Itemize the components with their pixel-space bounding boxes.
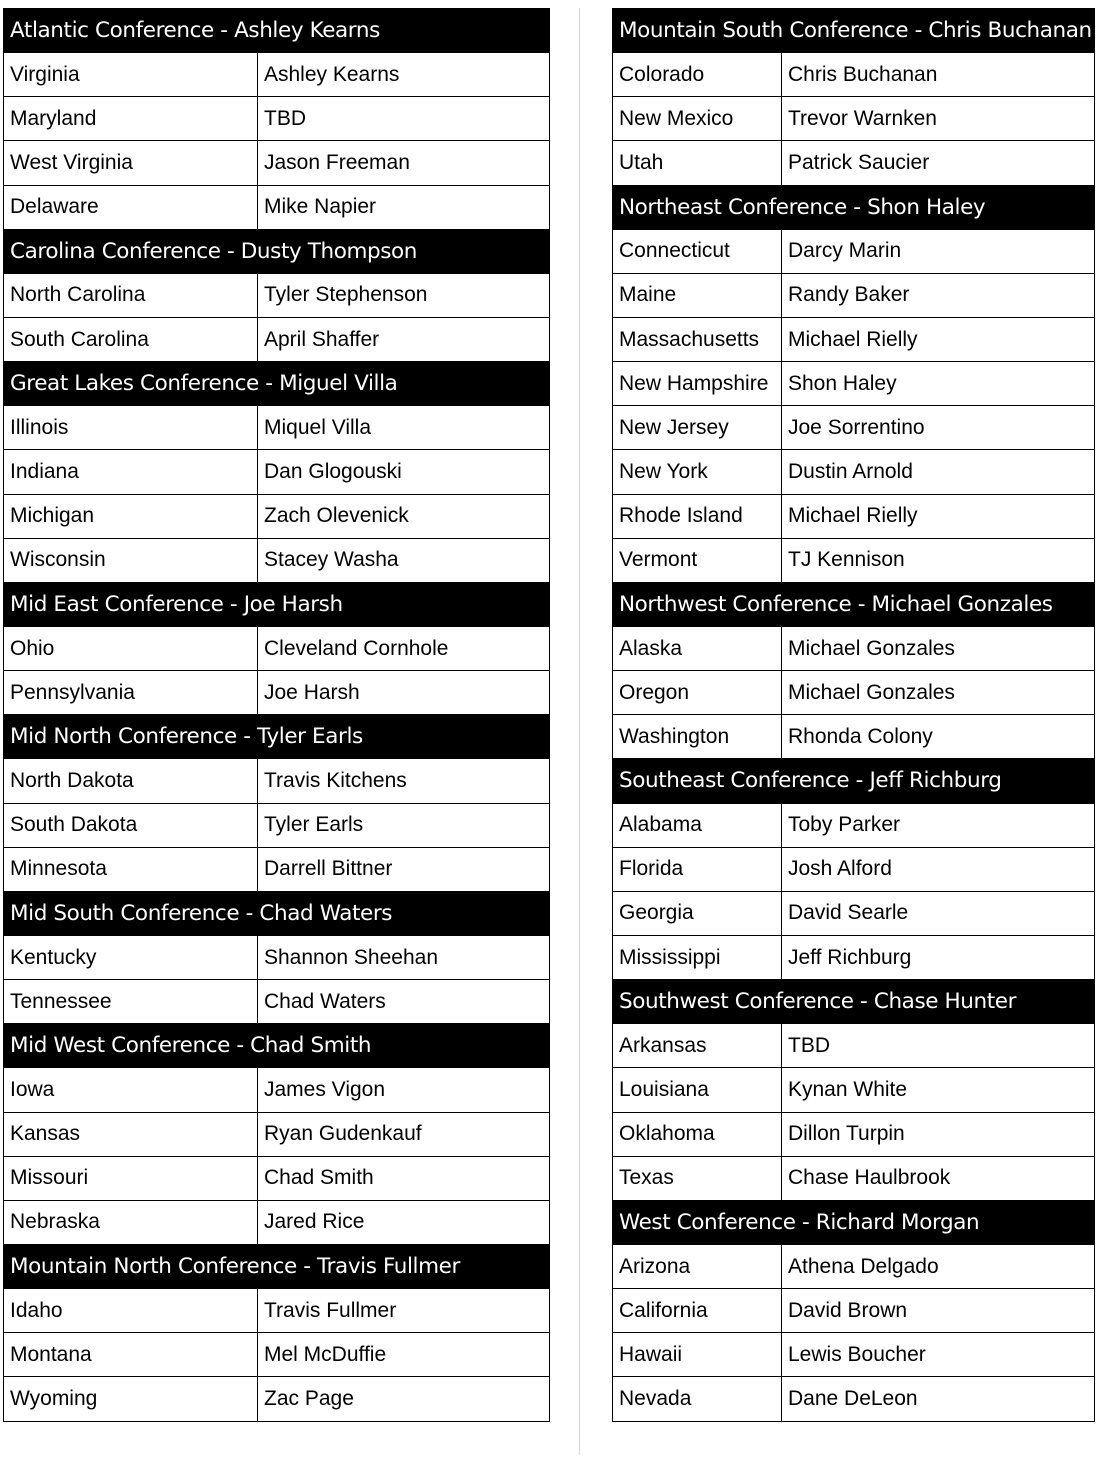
director-cell: James Vigon — [258, 1068, 550, 1112]
state-cell: Alaska — [613, 626, 782, 670]
table-row — [613, 450, 1095, 494]
table-row — [4, 141, 550, 185]
state-cell: Ohio — [4, 626, 258, 670]
right-column-table — [612, 8, 1095, 1422]
director-cell: Jason Freeman — [258, 141, 550, 185]
director-cell: David Searle — [782, 891, 1095, 935]
state-cell: Washington — [613, 715, 782, 759]
state-cell: Michigan — [4, 494, 258, 538]
table-row — [4, 1156, 550, 1200]
director-cell: Shon Haley — [782, 362, 1095, 406]
state-cell: Oklahoma — [613, 1112, 782, 1156]
table-row — [613, 671, 1095, 715]
state-cell: California — [613, 1289, 782, 1333]
director-cell: April Shaffer — [258, 317, 550, 361]
table-row — [613, 538, 1095, 582]
conference-header: Mountain North Conference - Travis Fullmer — [4, 1244, 550, 1288]
conference-header-row — [613, 9, 1095, 53]
state-cell: Missouri — [4, 1156, 258, 1200]
column-separator — [579, 8, 580, 1455]
state-cell: West Virginia — [4, 141, 258, 185]
conference-header-row — [613, 582, 1095, 626]
director-cell: Travis Fullmer — [258, 1289, 550, 1333]
table-row — [613, 803, 1095, 847]
director-cell: Chad Smith — [258, 1156, 550, 1200]
director-cell: David Brown — [782, 1289, 1095, 1333]
director-cell: Jared Rice — [258, 1200, 550, 1244]
conference-header-row — [613, 759, 1095, 803]
director-cell: Dane DeLeon — [782, 1377, 1095, 1421]
conference-header: Great Lakes Conference - Miguel Villa — [4, 362, 550, 406]
director-cell: TJ Kennison — [782, 538, 1095, 582]
director-cell: Stacey Washa — [258, 538, 550, 582]
conference-header: Atlantic Conference - Ashley Kearns — [4, 9, 550, 53]
state-cell: Oregon — [613, 671, 782, 715]
director-cell: Ashley Kearns — [258, 53, 550, 97]
table-row — [4, 626, 550, 670]
table-row — [613, 406, 1095, 450]
table-row — [613, 715, 1095, 759]
conference-header-row — [613, 1200, 1095, 1244]
director-cell: Dustin Arnold — [782, 450, 1095, 494]
director-cell: Chad Waters — [258, 980, 550, 1024]
conference-header-row — [4, 715, 550, 759]
state-cell: Massachusetts — [613, 317, 782, 361]
director-cell: Tyler Earls — [258, 803, 550, 847]
state-cell: Connecticut — [613, 229, 782, 273]
table-row — [613, 935, 1095, 979]
director-cell: Dan Glogouski — [258, 450, 550, 494]
director-cell: Lewis Boucher — [782, 1333, 1095, 1377]
table-row — [4, 273, 550, 317]
table-row — [613, 229, 1095, 273]
director-cell: Darcy Marin — [782, 229, 1095, 273]
table-row — [613, 273, 1095, 317]
director-cell: Kynan White — [782, 1068, 1095, 1112]
conference-header-row — [613, 185, 1095, 229]
table-row — [613, 1333, 1095, 1377]
state-cell: South Carolina — [4, 317, 258, 361]
conference-header: Mid East Conference - Joe Harsh — [4, 582, 550, 626]
table-row — [613, 1289, 1095, 1333]
table-row — [4, 538, 550, 582]
state-cell: Maryland — [4, 97, 258, 141]
director-cell: Ryan Gudenkauf — [258, 1112, 550, 1156]
state-cell: Arizona — [613, 1244, 782, 1288]
state-cell: New York — [613, 450, 782, 494]
director-cell: Zach Olevenick — [258, 494, 550, 538]
left-column-table — [3, 8, 550, 1422]
table-row — [4, 1377, 550, 1421]
table-row — [613, 1377, 1095, 1421]
director-cell: Randy Baker — [782, 273, 1095, 317]
director-cell: Toby Parker — [782, 803, 1095, 847]
director-cell: Michael Rielly — [782, 494, 1095, 538]
state-cell: Nebraska — [4, 1200, 258, 1244]
conference-header: Mid West Conference - Chad Smith — [4, 1024, 550, 1068]
director-cell: Chris Buchanan — [782, 53, 1095, 97]
state-cell: Minnesota — [4, 847, 258, 891]
conference-header: West Conference - Richard Morgan — [613, 1200, 1095, 1244]
director-cell: Mike Napier — [258, 185, 550, 229]
state-cell: Kansas — [4, 1112, 258, 1156]
director-cell: Miquel Villa — [258, 406, 550, 450]
table-row — [4, 671, 550, 715]
conference-header: Carolina Conference - Dusty Thompson — [4, 229, 550, 273]
table-row — [4, 1112, 550, 1156]
director-cell: Trevor Warnken — [782, 97, 1095, 141]
table-row — [613, 53, 1095, 97]
table-row — [613, 141, 1095, 185]
state-cell: Delaware — [4, 185, 258, 229]
state-cell: Utah — [613, 141, 782, 185]
state-cell: South Dakota — [4, 803, 258, 847]
conference-header-row — [4, 362, 550, 406]
state-cell: Rhode Island — [613, 494, 782, 538]
state-cell: New Hampshire — [613, 362, 782, 406]
table-row — [613, 362, 1095, 406]
director-cell: Cleveland Cornhole — [258, 626, 550, 670]
table-row — [613, 317, 1095, 361]
table-row — [4, 1200, 550, 1244]
conference-header: Mountain South Conference - Chris Buchanan — [613, 9, 1095, 53]
state-cell: Wisconsin — [4, 538, 258, 582]
conference-header-row — [4, 9, 550, 53]
director-cell: Mel McDuffie — [258, 1333, 550, 1377]
state-cell: Idaho — [4, 1289, 258, 1333]
table-row — [613, 1024, 1095, 1068]
table-row — [4, 1068, 550, 1112]
table-row — [613, 97, 1095, 141]
table-row — [613, 1156, 1095, 1200]
table-row — [4, 406, 550, 450]
director-cell: Joe Harsh — [258, 671, 550, 715]
conference-header: Mid South Conference - Chad Waters — [4, 891, 550, 935]
table-row — [4, 185, 550, 229]
table-row — [4, 317, 550, 361]
director-cell: Josh Alford — [782, 847, 1095, 891]
state-cell: Montana — [4, 1333, 258, 1377]
state-cell: New Mexico — [613, 97, 782, 141]
director-cell: Rhonda Colony — [782, 715, 1095, 759]
state-cell: Illinois — [4, 406, 258, 450]
conference-header: Southeast Conference - Jeff Richburg — [613, 759, 1095, 803]
state-cell: North Dakota — [4, 759, 258, 803]
table-row — [4, 53, 550, 97]
director-cell: Dillon Turpin — [782, 1112, 1095, 1156]
table-row — [613, 1244, 1095, 1288]
state-cell: Virginia — [4, 53, 258, 97]
state-cell: Maine — [613, 273, 782, 317]
state-cell: Alabama — [613, 803, 782, 847]
director-cell: Shannon Sheehan — [258, 935, 550, 979]
table-row — [613, 891, 1095, 935]
conference-header-row — [4, 1244, 550, 1288]
state-cell: North Carolina — [4, 273, 258, 317]
director-cell: Chase Haulbrook — [782, 1156, 1095, 1200]
state-cell: Tennessee — [4, 980, 258, 1024]
director-cell: Zac Page — [258, 1377, 550, 1421]
director-cell: Darrell Bittner — [258, 847, 550, 891]
table-row — [4, 759, 550, 803]
state-cell: Mississippi — [613, 935, 782, 979]
table-row — [613, 626, 1095, 670]
state-cell: Vermont — [613, 538, 782, 582]
table-row — [4, 847, 550, 891]
director-cell: Michael Gonzales — [782, 671, 1095, 715]
state-cell: Louisiana — [613, 1068, 782, 1112]
director-cell: TBD — [258, 97, 550, 141]
conference-header-row — [4, 1024, 550, 1068]
table-row — [4, 1289, 550, 1333]
director-cell: Travis Kitchens — [258, 759, 550, 803]
state-cell: Georgia — [613, 891, 782, 935]
director-cell: Tyler Stephenson — [258, 273, 550, 317]
state-cell: Florida — [613, 847, 782, 891]
state-cell: Nevada — [613, 1377, 782, 1421]
conference-header: Northeast Conference - Shon Haley — [613, 185, 1095, 229]
table-row — [613, 1068, 1095, 1112]
state-cell: Texas — [613, 1156, 782, 1200]
director-cell: Jeff Richburg — [782, 935, 1095, 979]
state-cell: Iowa — [4, 1068, 258, 1112]
state-cell: Pennsylvania — [4, 671, 258, 715]
director-cell: Michael Gonzales — [782, 626, 1095, 670]
conference-header: Mid North Conference - Tyler Earls — [4, 715, 550, 759]
state-cell: Hawaii — [613, 1333, 782, 1377]
table-row — [4, 935, 550, 979]
table-row — [613, 1112, 1095, 1156]
director-cell: Michael Rielly — [782, 317, 1095, 361]
table-row — [613, 494, 1095, 538]
conference-header-row — [4, 891, 550, 935]
director-cell: Athena Delgado — [782, 1244, 1095, 1288]
director-cell: Patrick Saucier — [782, 141, 1095, 185]
conference-header: Northwest Conference - Michael Gonzales — [613, 582, 1095, 626]
director-cell: Joe Sorrentino — [782, 406, 1095, 450]
director-cell: TBD — [782, 1024, 1095, 1068]
state-cell: Wyoming — [4, 1377, 258, 1421]
table-row — [613, 847, 1095, 891]
conference-header-row — [4, 582, 550, 626]
state-cell: Colorado — [613, 53, 782, 97]
table-row — [4, 494, 550, 538]
state-cell: Kentucky — [4, 935, 258, 979]
table-row — [4, 450, 550, 494]
conference-header-row — [4, 229, 550, 273]
table-row — [4, 97, 550, 141]
table-row — [4, 980, 550, 1024]
state-cell: Arkansas — [613, 1024, 782, 1068]
table-row — [4, 803, 550, 847]
conference-header: Southwest Conference - Chase Hunter — [613, 980, 1095, 1024]
table-row — [4, 1333, 550, 1377]
state-cell: New Jersey — [613, 406, 782, 450]
conference-header-row — [613, 980, 1095, 1024]
state-cell: Indiana — [4, 450, 258, 494]
